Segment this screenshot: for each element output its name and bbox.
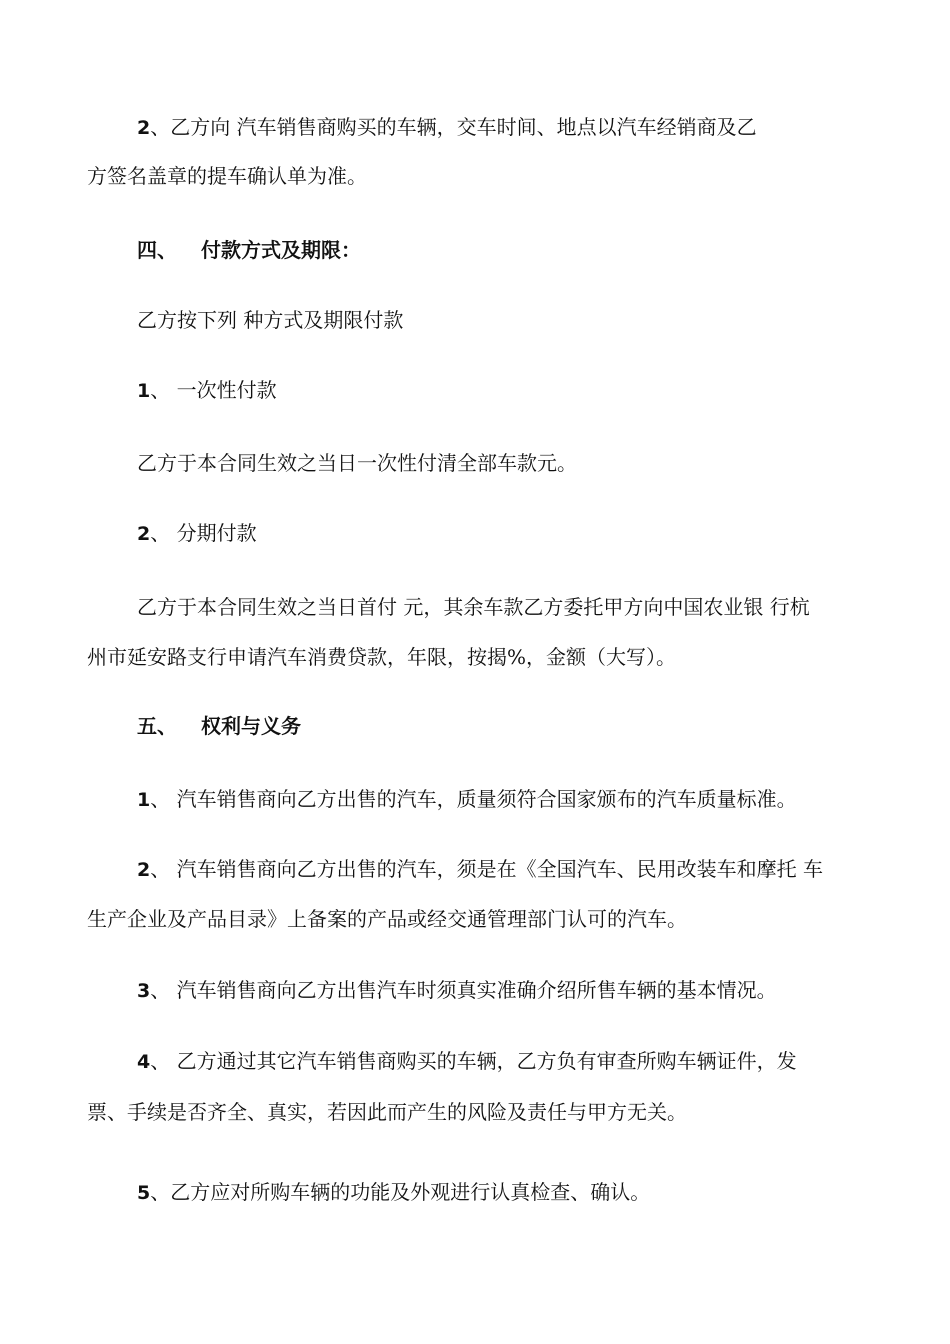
obligation-4: 4、 乙方通过其它汽车销售商购买的车辆，乙方负有审查所购车辆证件，发 [137,1049,797,1073]
clause-2-delivery-cont: 方签名盖章的提车确认单为准。 [87,164,367,188]
section-5-heading: 五、 权利与义务 [137,714,301,738]
obligation-1: 1、 汽车销售商向乙方出售的汽车，质量须符合国家颁布的汽车质量标准。 [137,787,797,811]
obligation-3: 3、 汽车销售商向乙方出售汽车时须真实准确介绍所售车辆的基本情况。 [137,978,777,1002]
clause-2-delivery: 2、乙方向 汽车销售商购买的车辆，交车时间、地点以汽车经销商及乙 [137,115,757,139]
obligation-5: 5、乙方应对所购车辆的功能及外观进行认真检查、确认。 [137,1180,651,1204]
obligation-2: 2、 汽车销售商向乙方出售的汽车，须是在《全国汽车、民用改装车和摩托 车 [137,857,823,881]
payment-option-1-detail: 乙方于本合同生效之当日一次性付清全部车款元。 [137,451,577,475]
payment-option-1: 1、 一次性付款 [137,378,277,402]
payment-option-2-detail: 乙方于本合同生效之当日首付 元，其余车款乙方委托甲方向中国农业银 行杭 [137,595,810,619]
obligation-4-cont: 票、手续是否齐全、真实，若因此而产生的风险及责任与甲方无关。 [87,1100,687,1124]
payment-option-2-detail-cont: 州市延安路支行申请汽车消费贷款，年限，按揭%，金额（大写）。 [87,645,677,669]
payment-option-2: 2、 分期付款 [137,521,257,545]
payment-intro: 乙方按下列 种方式及期限付款 [137,308,404,332]
section-4-heading: 四、 付款方式及期限： [137,238,361,262]
obligation-2-cont: 生产企业及产品目录》上备案的产品或经交通管理部门认可的汽车。 [87,907,687,931]
